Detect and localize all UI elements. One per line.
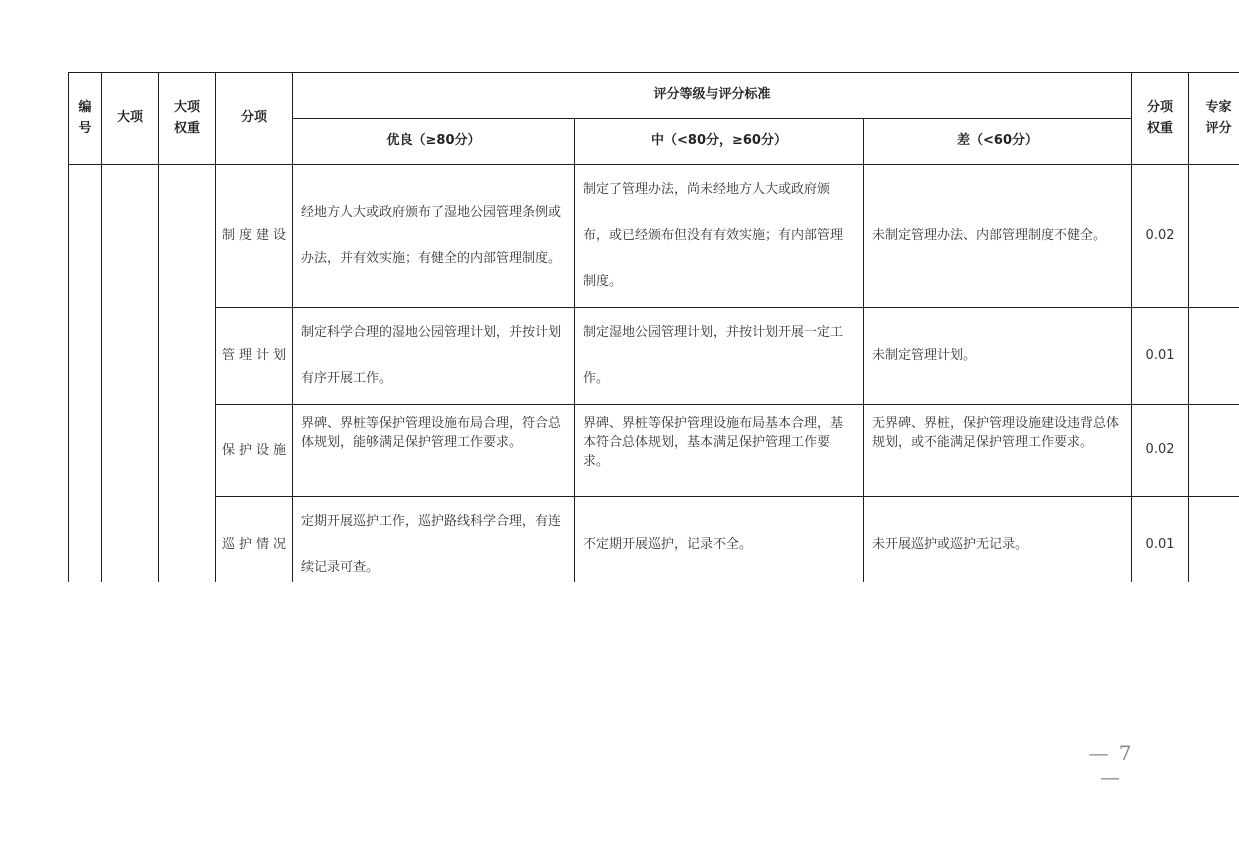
header-expert-top: 专家: [1205, 99, 1232, 115]
rubric-table: [68, 72, 1239, 582]
cell-category-weight-empty: [159, 165, 216, 583]
header-grading: 评分等级与评分标准: [293, 73, 1132, 119]
criteria-poor: 未制定管理办法、内部管理制度不健全。: [864, 165, 1132, 308]
header-category-weight-bottom: 权重: [173, 120, 200, 136]
criteria-good: 定期开展巡护工作，巡护路线科学合理，有连续记录可查。: [293, 497, 575, 583]
criteria-mid: 界碑、界桩等保护管理设施布局基本合理，基本符合总体规划，基本满足保护管理工作要求。: [575, 405, 864, 497]
subitem-cell: 巡护情况: [216, 497, 293, 583]
criteria-poor: 无界碑、界桩，保护管理设施建设违背总体规划，或不能满足保护管理工作要求。: [864, 405, 1132, 497]
criteria-mid: 不定期开展巡护，记录不全。: [575, 497, 864, 583]
header-expert-score: [1189, 73, 1239, 165]
page-number: — 7 —: [1088, 741, 1134, 789]
table-row: [69, 497, 1239, 583]
criteria-poor: 未开展巡护或巡护无记录。: [864, 497, 1132, 583]
cell-category-empty: [102, 165, 159, 583]
criteria-mid: 制定湿地公园管理计划，并按计划开展一定工作。: [575, 308, 864, 405]
subitem-cell: 制度建设: [216, 165, 293, 308]
sub-weight-value: 0.02: [1132, 165, 1189, 308]
expert-score-cell[interactable]: [1189, 165, 1239, 308]
criteria-good: 制定科学合理的湿地公园管理计划，并按计划有序开展工作。: [293, 308, 575, 405]
header-subitem: 分项: [216, 73, 293, 165]
header-category-weight-top: 大项: [173, 99, 200, 115]
rubric-table-container: [68, 72, 1239, 582]
header-category-weight: [159, 73, 216, 165]
table-row: [69, 308, 1239, 405]
sub-weight-value: 0.02: [1132, 405, 1189, 497]
header-expert-bottom: 评分: [1205, 120, 1232, 136]
header-category: 大项: [102, 73, 159, 165]
header-sub-weight-top: 分项: [1147, 99, 1174, 115]
header-no-top: 编: [78, 99, 92, 115]
header-row-1: [69, 73, 1239, 119]
table-row: [69, 405, 1239, 497]
header-sub-weight: [1132, 73, 1189, 165]
subitem-cell: 保护设施: [216, 405, 293, 497]
sub-weight-value: 0.01: [1132, 308, 1189, 405]
criteria-poor: 未制定管理计划。: [864, 308, 1132, 405]
header-no: [69, 73, 102, 165]
criteria-good: 界碑、界桩等保护管理设施布局合理，符合总体规划，能够满足保护管理工作要求。: [293, 405, 575, 497]
header-grade-poor: 差（<60分）: [864, 119, 1132, 165]
criteria-mid: 制定了管理办法，尚未经地方人大或政府颁布，或已经颁布但没有有效实施；有内部管理制度。: [575, 165, 864, 308]
criteria-good: 经地方人大或政府颁布了湿地公园管理条例或办法，并有效实施；有健全的内部管理制度。: [293, 165, 575, 308]
expert-score-cell[interactable]: [1189, 405, 1239, 497]
expert-score-cell[interactable]: [1189, 308, 1239, 405]
header-grade-good: 优良（≥80分）: [293, 119, 575, 165]
expert-score-cell[interactable]: [1189, 497, 1239, 583]
table-row: [69, 165, 1239, 308]
cell-no-empty: [69, 165, 102, 583]
header-sub-weight-bottom: 权重: [1147, 120, 1174, 136]
sub-weight-value: 0.01: [1132, 497, 1189, 583]
subitem-cell: 管理计划: [216, 308, 293, 405]
header-no-bottom: 号: [78, 120, 92, 136]
header-grade-mid: 中（<80分，≥60分）: [575, 119, 864, 165]
